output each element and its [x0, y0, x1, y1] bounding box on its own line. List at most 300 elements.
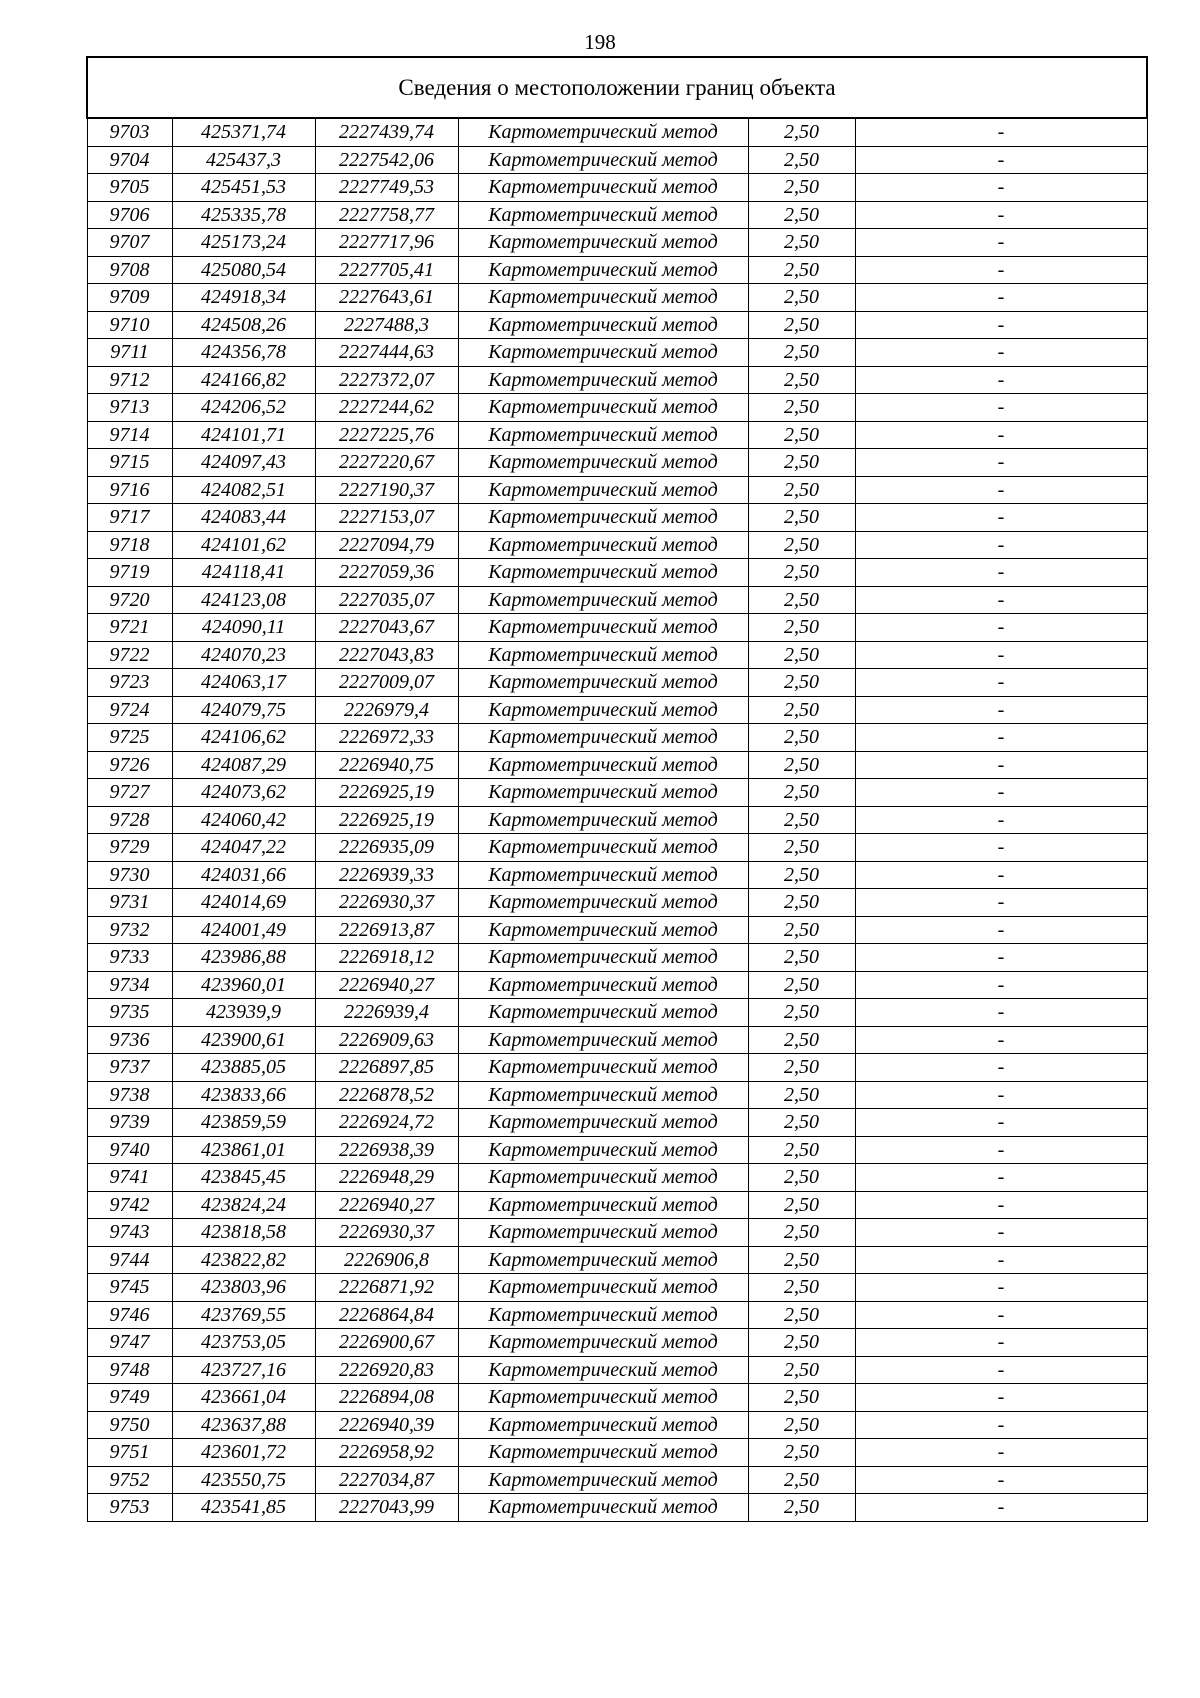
description-cell: - [855, 751, 1147, 779]
y-coordinate-cell: 2226940,27 [315, 1191, 458, 1219]
y-coordinate-cell: 2227225,76 [315, 421, 458, 449]
y-coordinate-cell: 2227749,53 [315, 174, 458, 202]
description-cell: - [855, 421, 1147, 449]
description-cell: - [855, 229, 1147, 257]
point-number-cell: 9744 [87, 1246, 172, 1274]
table-row [87, 1026, 1147, 1054]
accuracy-cell: 2,50 [748, 944, 855, 972]
x-coordinate-cell: 424508,26 [172, 311, 315, 339]
method-cell: Картометрический метод [458, 339, 748, 367]
x-coordinate-cell: 423833,66 [172, 1081, 315, 1109]
table-row [87, 229, 1147, 257]
point-number-cell: 9747 [87, 1329, 172, 1357]
description-cell: - [855, 944, 1147, 972]
point-number-cell: 9737 [87, 1054, 172, 1082]
x-coordinate-cell: 423601,72 [172, 1439, 315, 1467]
method-cell: Картометрический метод [458, 1219, 748, 1247]
method-cell: Картометрический метод [458, 586, 748, 614]
accuracy-cell: 2,50 [748, 174, 855, 202]
table-row [87, 889, 1147, 917]
method-cell: Картометрический метод [458, 1246, 748, 1274]
accuracy-cell: 2,50 [748, 779, 855, 807]
method-cell: Картометрический метод [458, 174, 748, 202]
point-number-cell: 9709 [87, 284, 172, 312]
point-number-cell: 9729 [87, 834, 172, 862]
point-number-cell: 9751 [87, 1439, 172, 1467]
table-row [87, 861, 1147, 889]
description-cell: - [855, 1274, 1147, 1302]
accuracy-cell: 2,50 [748, 504, 855, 532]
y-coordinate-cell: 2226972,33 [315, 724, 458, 752]
accuracy-cell: 2,50 [748, 1219, 855, 1247]
point-number-cell: 9741 [87, 1164, 172, 1192]
point-number-cell: 9712 [87, 366, 172, 394]
y-coordinate-cell: 2226958,92 [315, 1439, 458, 1467]
y-coordinate-cell: 2226939,33 [315, 861, 458, 889]
x-coordinate-cell: 425335,78 [172, 201, 315, 229]
y-coordinate-cell: 2227059,36 [315, 559, 458, 587]
table-caption: Сведения о местоположении границ объекта [87, 57, 1147, 118]
point-number-cell: 9736 [87, 1026, 172, 1054]
method-cell: Картометрический метод [458, 476, 748, 504]
description-cell: - [855, 531, 1147, 559]
description-cell: - [855, 999, 1147, 1027]
point-number-cell: 9746 [87, 1301, 172, 1329]
description-cell: - [855, 1494, 1147, 1522]
x-coordinate-cell: 424101,62 [172, 531, 315, 559]
accuracy-cell: 2,50 [748, 1054, 855, 1082]
method-cell: Картометрический метод [458, 1274, 748, 1302]
y-coordinate-cell: 2226939,4 [315, 999, 458, 1027]
method-cell: Картометрический метод [458, 1301, 748, 1329]
y-coordinate-cell: 2227717,96 [315, 229, 458, 257]
description-cell: - [855, 696, 1147, 724]
table-row [87, 1246, 1147, 1274]
table-row [87, 394, 1147, 422]
description-cell: - [855, 724, 1147, 752]
accuracy-cell: 2,50 [748, 1439, 855, 1467]
description-cell: - [855, 559, 1147, 587]
description-cell: - [855, 201, 1147, 229]
y-coordinate-cell: 2227043,99 [315, 1494, 458, 1522]
x-coordinate-cell: 423661,04 [172, 1384, 315, 1412]
point-number-cell: 9749 [87, 1384, 172, 1412]
method-cell: Картометрический метод [458, 284, 748, 312]
x-coordinate-cell: 425173,24 [172, 229, 315, 257]
point-number-cell: 9708 [87, 256, 172, 284]
point-number-cell: 9725 [87, 724, 172, 752]
table-row [87, 1136, 1147, 1164]
boundary-coordinates-table [86, 56, 1148, 1522]
point-number-cell: 9745 [87, 1274, 172, 1302]
method-cell: Картометрический метод [458, 256, 748, 284]
accuracy-cell: 2,50 [748, 146, 855, 174]
y-coordinate-cell: 2226935,09 [315, 834, 458, 862]
x-coordinate-cell: 424097,43 [172, 449, 315, 477]
accuracy-cell: 2,50 [748, 586, 855, 614]
x-coordinate-cell: 424082,51 [172, 476, 315, 504]
x-coordinate-cell: 425451,53 [172, 174, 315, 202]
description-cell: - [855, 1054, 1147, 1082]
accuracy-cell: 2,50 [748, 1329, 855, 1357]
table-row [87, 641, 1147, 669]
method-cell: Картометрический метод [458, 944, 748, 972]
accuracy-cell: 2,50 [748, 1164, 855, 1192]
table-row [87, 531, 1147, 559]
table-row [87, 1411, 1147, 1439]
description-cell: - [855, 311, 1147, 339]
x-coordinate-cell: 423885,05 [172, 1054, 315, 1082]
table-row [87, 1301, 1147, 1329]
table-row [87, 1191, 1147, 1219]
point-number-cell: 9742 [87, 1191, 172, 1219]
table-row [87, 971, 1147, 999]
y-coordinate-cell: 2226925,19 [315, 806, 458, 834]
point-number-cell: 9734 [87, 971, 172, 999]
accuracy-cell: 2,50 [748, 1384, 855, 1412]
accuracy-cell: 2,50 [748, 751, 855, 779]
point-number-cell: 9724 [87, 696, 172, 724]
point-number-cell: 9735 [87, 999, 172, 1027]
accuracy-cell: 2,50 [748, 806, 855, 834]
x-coordinate-cell: 423861,01 [172, 1136, 315, 1164]
y-coordinate-cell: 2227190,37 [315, 476, 458, 504]
method-cell: Картометрический метод [458, 201, 748, 229]
point-number-cell: 9753 [87, 1494, 172, 1522]
accuracy-cell: 2,50 [748, 1026, 855, 1054]
point-number-cell: 9740 [87, 1136, 172, 1164]
description-cell: - [855, 641, 1147, 669]
point-number-cell: 9732 [87, 916, 172, 944]
accuracy-cell: 2,50 [748, 1301, 855, 1329]
accuracy-cell: 2,50 [748, 861, 855, 889]
description-cell: - [855, 669, 1147, 697]
method-cell: Картометрический метод [458, 916, 748, 944]
point-number-cell: 9705 [87, 174, 172, 202]
y-coordinate-cell: 2227043,83 [315, 641, 458, 669]
accuracy-cell: 2,50 [748, 201, 855, 229]
y-coordinate-cell: 2227758,77 [315, 201, 458, 229]
x-coordinate-cell: 424118,41 [172, 559, 315, 587]
method-cell: Картометрический метод [458, 971, 748, 999]
method-cell: Картометрический метод [458, 394, 748, 422]
table-row [87, 284, 1147, 312]
point-number-cell: 9711 [87, 339, 172, 367]
description-cell: - [855, 174, 1147, 202]
y-coordinate-cell: 2226924,72 [315, 1109, 458, 1137]
description-cell: - [855, 1411, 1147, 1439]
table-row [87, 339, 1147, 367]
y-coordinate-cell: 2227444,63 [315, 339, 458, 367]
accuracy-cell: 2,50 [748, 1356, 855, 1384]
y-coordinate-cell: 2226948,29 [315, 1164, 458, 1192]
description-cell: - [855, 256, 1147, 284]
description-cell: - [855, 834, 1147, 862]
method-cell: Картометрический метод [458, 724, 748, 752]
method-cell: Картометрический метод [458, 1164, 748, 1192]
x-coordinate-cell: 424079,75 [172, 696, 315, 724]
accuracy-cell: 2,50 [748, 1191, 855, 1219]
x-coordinate-cell: 425080,54 [172, 256, 315, 284]
accuracy-cell: 2,50 [748, 1081, 855, 1109]
x-coordinate-cell: 423822,82 [172, 1246, 315, 1274]
description-cell: - [855, 504, 1147, 532]
point-number-cell: 9717 [87, 504, 172, 532]
method-cell: Картометрический метод [458, 999, 748, 1027]
method-cell: Картометрический метод [458, 696, 748, 724]
x-coordinate-cell: 423637,88 [172, 1411, 315, 1439]
point-number-cell: 9731 [87, 889, 172, 917]
table-row [87, 1164, 1147, 1192]
point-number-cell: 9750 [87, 1411, 172, 1439]
method-cell: Картометрический метод [458, 1191, 748, 1219]
y-coordinate-cell: 2226906,8 [315, 1246, 458, 1274]
x-coordinate-cell: 423845,45 [172, 1164, 315, 1192]
x-coordinate-cell: 423900,61 [172, 1026, 315, 1054]
table-row [87, 1274, 1147, 1302]
method-cell: Картометрический метод [458, 889, 748, 917]
y-coordinate-cell: 2227372,07 [315, 366, 458, 394]
description-cell: - [855, 779, 1147, 807]
method-cell: Картометрический метод [458, 1081, 748, 1109]
method-cell: Картометрический метод [458, 1411, 748, 1439]
x-coordinate-cell: 423960,01 [172, 971, 315, 999]
description-cell: - [855, 1356, 1147, 1384]
y-coordinate-cell: 2226897,85 [315, 1054, 458, 1082]
table-row [87, 476, 1147, 504]
accuracy-cell: 2,50 [748, 1136, 855, 1164]
accuracy-cell: 2,50 [748, 421, 855, 449]
table-row [87, 586, 1147, 614]
description-cell: - [855, 1329, 1147, 1357]
x-coordinate-cell: 424166,82 [172, 366, 315, 394]
description-cell: - [855, 284, 1147, 312]
table-row [87, 256, 1147, 284]
x-coordinate-cell: 423818,58 [172, 1219, 315, 1247]
accuracy-cell: 2,50 [748, 476, 855, 504]
table-row [87, 834, 1147, 862]
description-cell: - [855, 806, 1147, 834]
x-coordinate-cell: 424106,62 [172, 724, 315, 752]
y-coordinate-cell: 2227034,87 [315, 1466, 458, 1494]
description-cell: - [855, 1246, 1147, 1274]
method-cell: Картометрический метод [458, 421, 748, 449]
method-cell: Картометрический метод [458, 751, 748, 779]
accuracy-cell: 2,50 [748, 394, 855, 422]
point-number-cell: 9707 [87, 229, 172, 257]
description-cell: - [855, 1384, 1147, 1412]
description-cell: - [855, 916, 1147, 944]
accuracy-cell: 2,50 [748, 1466, 855, 1494]
method-cell: Картометрический метод [458, 229, 748, 257]
accuracy-cell: 2,50 [748, 559, 855, 587]
table-row [87, 559, 1147, 587]
method-cell: Картометрический метод [458, 366, 748, 394]
x-coordinate-cell: 424063,17 [172, 669, 315, 697]
point-number-cell: 9720 [87, 586, 172, 614]
description-cell: - [855, 1109, 1147, 1137]
y-coordinate-cell: 2226900,67 [315, 1329, 458, 1357]
y-coordinate-cell: 2226918,12 [315, 944, 458, 972]
accuracy-cell: 2,50 [748, 311, 855, 339]
point-number-cell: 9738 [87, 1081, 172, 1109]
method-cell: Картометрический метод [458, 1356, 748, 1384]
table-row [87, 614, 1147, 642]
table-row [87, 669, 1147, 697]
x-coordinate-cell: 425371,74 [172, 118, 315, 146]
method-cell: Картометрический метод [458, 669, 748, 697]
y-coordinate-cell: 2226909,63 [315, 1026, 458, 1054]
y-coordinate-cell: 2227705,41 [315, 256, 458, 284]
y-coordinate-cell: 2227153,07 [315, 504, 458, 532]
x-coordinate-cell: 423753,05 [172, 1329, 315, 1357]
x-coordinate-cell: 424101,71 [172, 421, 315, 449]
x-coordinate-cell: 423939,9 [172, 999, 315, 1027]
method-cell: Картометрический метод [458, 1466, 748, 1494]
x-coordinate-cell: 424014,69 [172, 889, 315, 917]
description-cell: - [855, 1219, 1147, 1247]
y-coordinate-cell: 2227542,06 [315, 146, 458, 174]
description-cell: - [855, 366, 1147, 394]
accuracy-cell: 2,50 [748, 724, 855, 752]
accuracy-cell: 2,50 [748, 339, 855, 367]
x-coordinate-cell: 424356,78 [172, 339, 315, 367]
y-coordinate-cell: 2226864,84 [315, 1301, 458, 1329]
point-number-cell: 9713 [87, 394, 172, 422]
x-coordinate-cell: 424001,49 [172, 916, 315, 944]
accuracy-cell: 2,50 [748, 999, 855, 1027]
accuracy-cell: 2,50 [748, 641, 855, 669]
table-row [87, 806, 1147, 834]
x-coordinate-cell: 423550,75 [172, 1466, 315, 1494]
point-number-cell: 9718 [87, 531, 172, 559]
x-coordinate-cell: 424206,52 [172, 394, 315, 422]
point-number-cell: 9748 [87, 1356, 172, 1384]
method-cell: Картометрический метод [458, 118, 748, 146]
y-coordinate-cell: 2226920,83 [315, 1356, 458, 1384]
table-row [87, 916, 1147, 944]
method-cell: Картометрический метод [458, 1136, 748, 1164]
accuracy-cell: 2,50 [748, 614, 855, 642]
table-row [87, 1384, 1147, 1412]
accuracy-cell: 2,50 [748, 229, 855, 257]
table-row [87, 724, 1147, 752]
method-cell: Картометрический метод [458, 1494, 748, 1522]
y-coordinate-cell: 2226938,39 [315, 1136, 458, 1164]
x-coordinate-cell: 423824,24 [172, 1191, 315, 1219]
description-cell: - [855, 394, 1147, 422]
y-coordinate-cell: 2226913,87 [315, 916, 458, 944]
point-number-cell: 9728 [87, 806, 172, 834]
x-coordinate-cell: 424087,29 [172, 751, 315, 779]
y-coordinate-cell: 2227439,74 [315, 118, 458, 146]
table-row [87, 751, 1147, 779]
point-number-cell: 9721 [87, 614, 172, 642]
description-cell: - [855, 449, 1147, 477]
method-cell: Картометрический метод [458, 146, 748, 174]
accuracy-cell: 2,50 [748, 669, 855, 697]
y-coordinate-cell: 2227009,07 [315, 669, 458, 697]
table-row [87, 944, 1147, 972]
description-cell: - [855, 889, 1147, 917]
point-number-cell: 9706 [87, 201, 172, 229]
point-number-cell: 9715 [87, 449, 172, 477]
page-number: 198 [584, 30, 616, 54]
method-cell: Картометрический метод [458, 834, 748, 862]
table-row [87, 118, 1147, 146]
x-coordinate-cell: 424073,62 [172, 779, 315, 807]
accuracy-cell: 2,50 [748, 366, 855, 394]
accuracy-cell: 2,50 [748, 284, 855, 312]
point-number-cell: 9723 [87, 669, 172, 697]
y-coordinate-cell: 2226871,92 [315, 1274, 458, 1302]
description-cell: - [855, 1191, 1147, 1219]
table-row [87, 421, 1147, 449]
description-cell: - [855, 971, 1147, 999]
method-cell: Картометрический метод [458, 614, 748, 642]
accuracy-cell: 2,50 [748, 256, 855, 284]
point-number-cell: 9739 [87, 1109, 172, 1137]
description-cell: - [855, 1081, 1147, 1109]
table-row [87, 174, 1147, 202]
accuracy-cell: 2,50 [748, 1411, 855, 1439]
table-row [87, 1356, 1147, 1384]
description-cell: - [855, 614, 1147, 642]
description-cell: - [855, 861, 1147, 889]
point-number-cell: 9752 [87, 1466, 172, 1494]
table-row [87, 449, 1147, 477]
accuracy-cell: 2,50 [748, 1109, 855, 1137]
method-cell: Картометрический метод [458, 559, 748, 587]
method-cell: Картометрический метод [458, 1439, 748, 1467]
table-row [87, 504, 1147, 532]
table-row [87, 1081, 1147, 1109]
accuracy-cell: 2,50 [748, 696, 855, 724]
y-coordinate-cell: 2227043,67 [315, 614, 458, 642]
method-cell: Картометрический метод [458, 1109, 748, 1137]
table-row [87, 779, 1147, 807]
description-cell: - [855, 1136, 1147, 1164]
method-cell: Картометрический метод [458, 1384, 748, 1412]
description-cell: - [855, 1164, 1147, 1192]
table-body [87, 57, 1147, 1521]
description-cell: - [855, 1301, 1147, 1329]
y-coordinate-cell: 2226940,39 [315, 1411, 458, 1439]
accuracy-cell: 2,50 [748, 449, 855, 477]
accuracy-cell: 2,50 [748, 971, 855, 999]
accuracy-cell: 2,50 [748, 1494, 855, 1522]
method-cell: Картометрический метод [458, 779, 748, 807]
method-cell: Картометрический метод [458, 449, 748, 477]
x-coordinate-cell: 424090,11 [172, 614, 315, 642]
x-coordinate-cell: 424123,08 [172, 586, 315, 614]
accuracy-cell: 2,50 [748, 834, 855, 862]
description-cell: - [855, 586, 1147, 614]
y-coordinate-cell: 2226925,19 [315, 779, 458, 807]
x-coordinate-cell: 423541,85 [172, 1494, 315, 1522]
point-number-cell: 9733 [87, 944, 172, 972]
x-coordinate-cell: 423769,55 [172, 1301, 315, 1329]
table-row [87, 1054, 1147, 1082]
description-cell: - [855, 118, 1147, 146]
table-row [87, 1466, 1147, 1494]
x-coordinate-cell: 424060,42 [172, 806, 315, 834]
point-number-cell: 9726 [87, 751, 172, 779]
accuracy-cell: 2,50 [748, 118, 855, 146]
method-cell: Картометрический метод [458, 1054, 748, 1082]
y-coordinate-cell: 2226894,08 [315, 1384, 458, 1412]
point-number-cell: 9716 [87, 476, 172, 504]
